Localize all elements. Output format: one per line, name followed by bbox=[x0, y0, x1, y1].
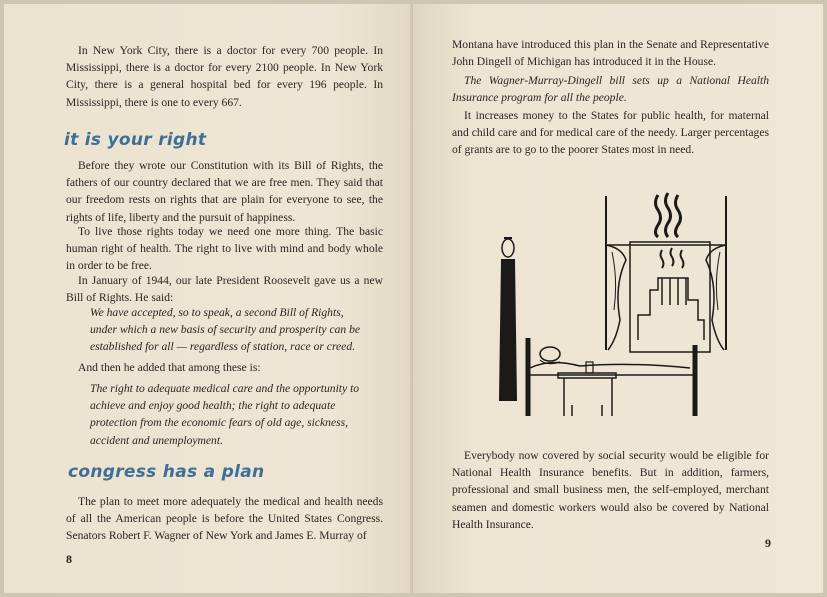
paragraph-text: In New York City, there is a doctor for every 700 people. In Mississippi, there is a doctor for every 2100 people. In New York City, there is a general hospital bed for every 196 people. In Mississippi, there is one to every 667. bbox=[66, 44, 383, 109]
paragraph-text: Everybody now covered by social security would be eligible for National Health Insurance benefits. But in addition, farmers, professional and small business men, the self-employed, merchant seamen and domestic workers would also be covered by National Health Insurance. bbox=[452, 449, 769, 531]
hospital-bed-illustration bbox=[490, 190, 740, 425]
paragraph-text: The plan to meet more adequately the medical and health needs of all the American people is before the United States Congress. Senators Robert F. Wagner of New York and James E. Murray of bbox=[66, 495, 383, 543]
paragraph-text: To live those rights today we need one more thing. The basic human right of health. The right to live with mind and body whole in order to be free. bbox=[66, 225, 383, 273]
paragraph-nyc-stats bbox=[66, 42, 383, 111]
quote-second-bill-of-rights bbox=[90, 304, 365, 356]
paragraph-january-1944 bbox=[66, 272, 383, 306]
paragraph-text: Before they wrote our Constitution with its Bill of Rights, the fathers of our country declared that we are free men. They said that our freedom rests on rights that are plain for everyone to see, the rights of life, liberty and the pursuit of happiness. bbox=[66, 159, 383, 224]
heading-your-right: it is your right bbox=[64, 130, 207, 150]
heading-congress-plan: congress has a plan bbox=[68, 462, 265, 482]
paragraph-plan bbox=[66, 493, 383, 545]
paragraph-text: In January of 1944, our late President Roosevelt gave us a new Bill of Rights. He said: bbox=[66, 274, 383, 305]
paragraph-everybody-covered bbox=[452, 447, 769, 533]
paragraph-text: And then he added that among these is: bbox=[78, 361, 261, 374]
paragraph-text: The Wagner-Murray-Dingell bill sets up a National Health Insurance program for all the people. bbox=[452, 74, 769, 105]
paragraph-montana bbox=[452, 36, 769, 70]
paragraph-live-rights bbox=[66, 223, 383, 275]
quote-text: We have accepted, so to speak, a second Bill of Rights, under which a new basis of security and prosperity can be established for all — regardless of station, race or creed. bbox=[90, 306, 361, 354]
paragraph-text: It increases money to the States for public health, for maternal and child care and for medical care of the needy. Larger percentages of grants are to go to the poorer States most in need. bbox=[452, 109, 769, 157]
quote-text: The right to adequate medical care and the opportunity to achieve and enjoy good health; the right to adequate protection from the economic fears of old age, sickness, accident and unemployment. bbox=[90, 382, 360, 447]
paragraph-wmd-bill bbox=[452, 72, 769, 106]
paragraph-constitution bbox=[66, 157, 383, 226]
paragraph-money-states bbox=[452, 107, 769, 159]
paragraph-added bbox=[66, 359, 383, 376]
paragraph-text: Montana have introduced this plan in the Senate and Representative John Dingell of Michigan has introduced it in the House. bbox=[452, 38, 769, 69]
page-number-right: 9 bbox=[765, 536, 771, 550]
quote-medical-care-right bbox=[90, 380, 365, 449]
page-number-left: 8 bbox=[66, 552, 72, 566]
